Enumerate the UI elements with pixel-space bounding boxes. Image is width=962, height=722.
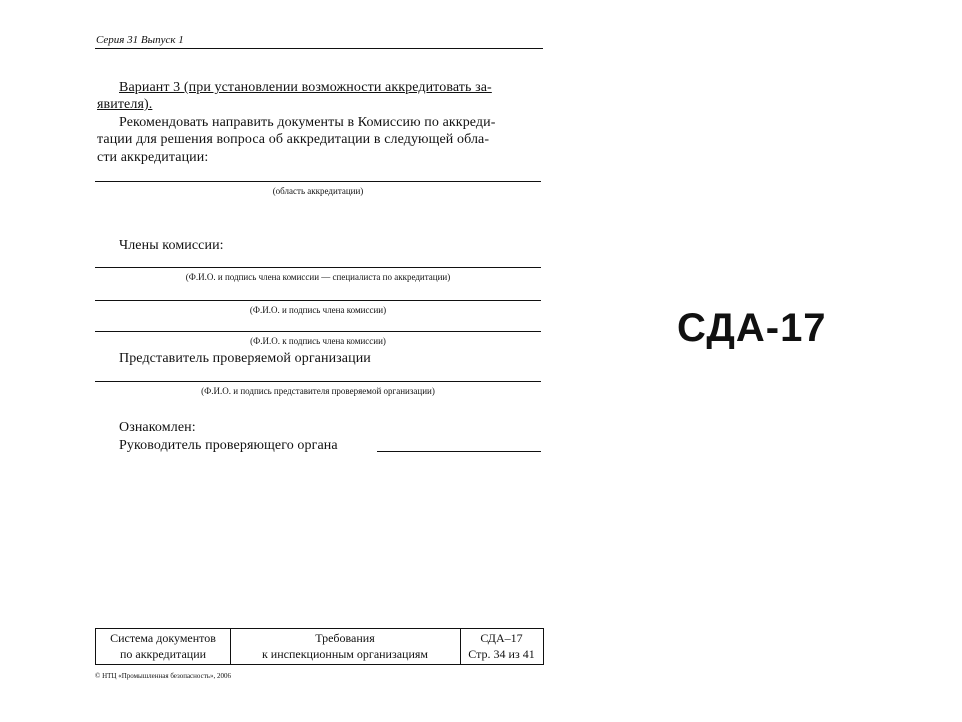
header-rule [95,48,543,49]
acquainted-label: Ознакомлен: [119,420,196,435]
variant-title-text: Вариант 3 (при установлении возможности аккредитовать за- [119,80,492,95]
member-specialist-line [95,267,541,268]
member1-caption: (Ф.И.О. и подпись члена комиссии) [249,305,387,315]
footer-req-line2: к инспекционным организациям [261,647,429,661]
footer-system-line2: по аккредитации [119,647,207,661]
footer-code-number: –17 [504,631,523,645]
variant-line1 [119,79,492,96]
member2-line [95,331,541,332]
footer-table [95,628,544,665]
recommend-line1: Рекомендовать направить документы в Комиссию по аккреди- [119,115,496,130]
area-caption: (область аккредитации) [272,186,364,196]
representative-label: Представитель проверяемой организации [119,351,371,366]
recommend-line2: тации для решения вопроса об аккредитации в следующей обла- [97,132,490,147]
representative-line [95,381,541,382]
member1-line [95,300,541,301]
footer-system-line1: Система документов [110,631,216,645]
area-signature-line [95,181,541,182]
footer-page: Стр. 34 из 41 [468,647,535,661]
members-label: Члены комиссии: [119,238,224,253]
representative-caption: (Ф.И.О. и подпись представителя проверяемой организации) [201,386,435,396]
member-specialist-caption: (Ф.И.О. и подпись члена комиссии — специалиста по аккредитации) [185,272,451,282]
variant-line2 [97,96,152,113]
footer-req-line1: Требования [315,631,375,645]
member2-caption: (Ф.И.О. к подпись члена комиссии) [250,336,386,346]
recommend-line3: сти аккредитации: [97,150,209,165]
side-title: СДА-17 [677,306,827,350]
footer-code [460,631,543,646]
head-signature-line [377,451,541,452]
series-header: Серия 31 Выпуск 1 [96,34,184,46]
head-label: Руководитель проверяющего органа [119,438,338,453]
copyright-line: © НТЦ «Промышленная безопасность», 2006 [95,672,231,680]
footer-code-prefix: СДА [480,631,505,645]
variant-title-text-cont: явителя). [97,97,153,112]
